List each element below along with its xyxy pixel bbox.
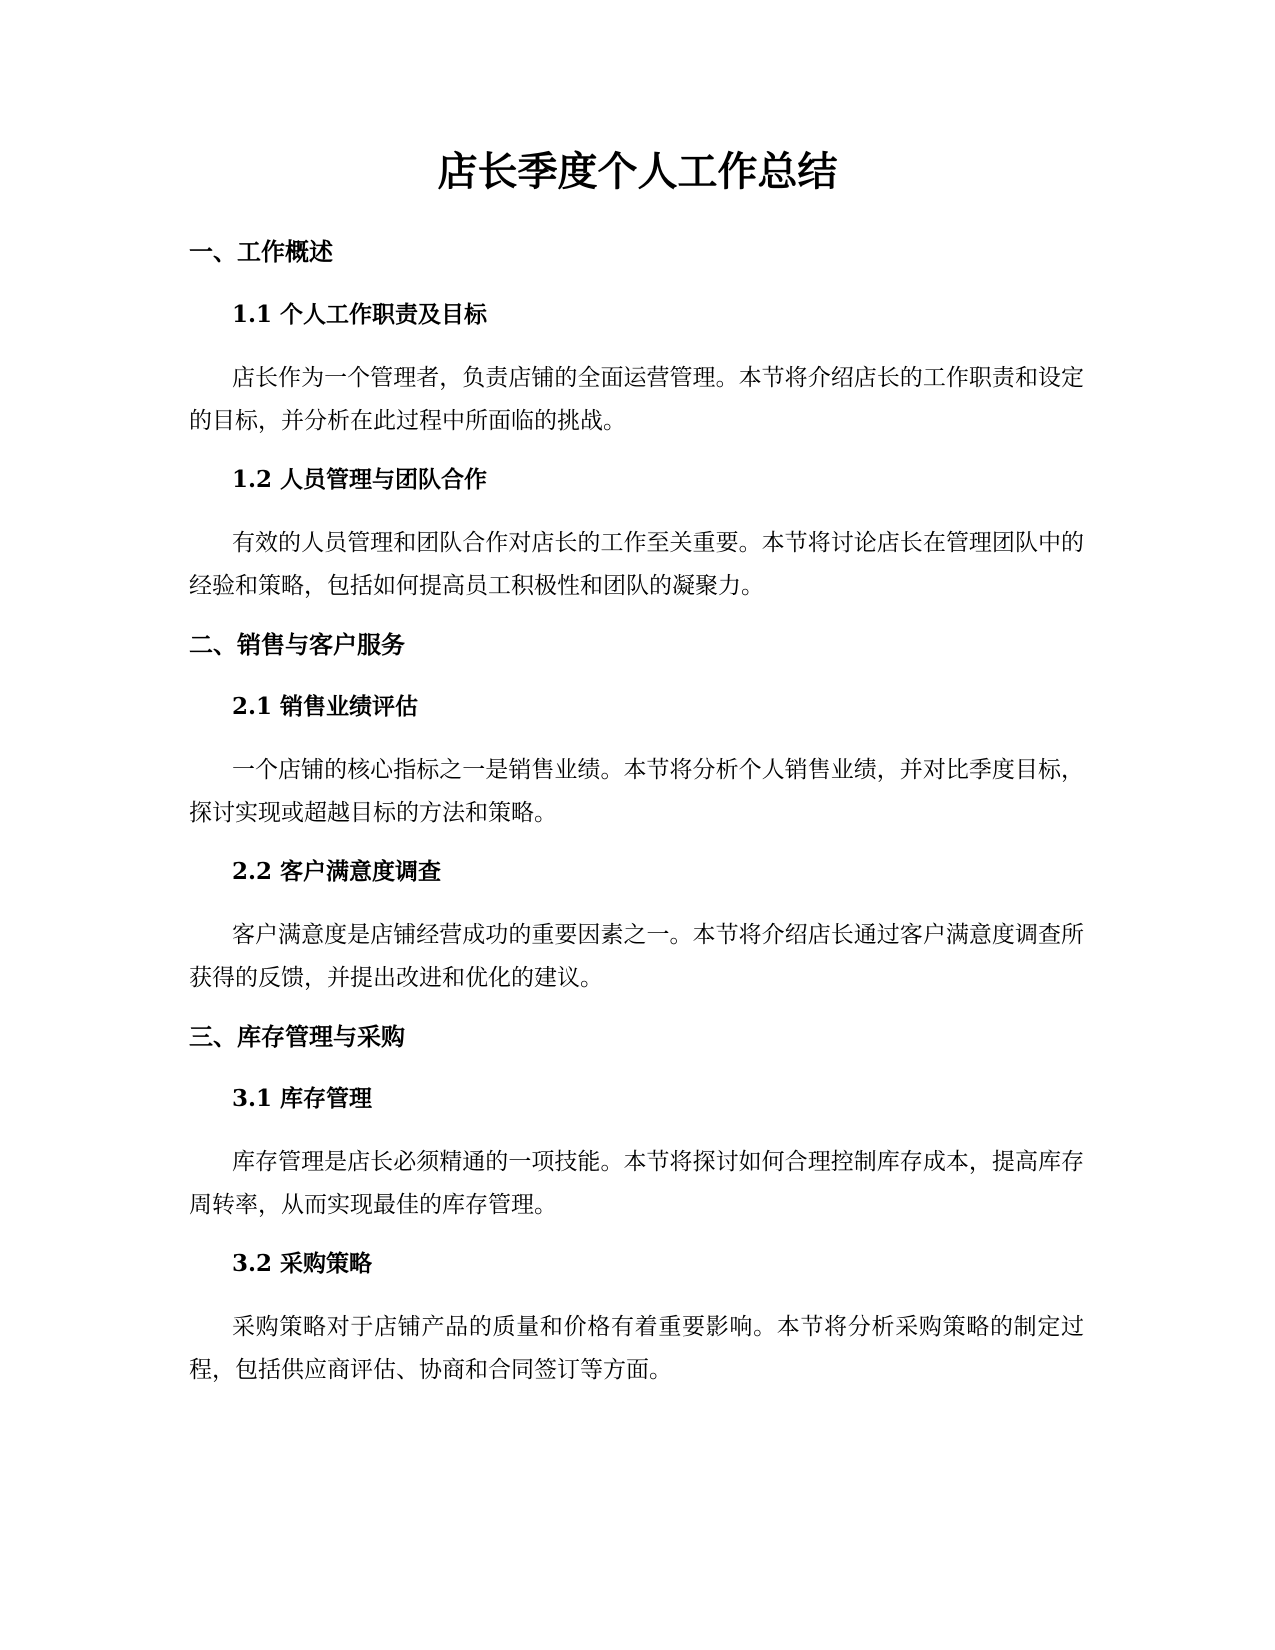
paragraph: 店长作为一个管理者，负责店铺的全面运营管理。本节将介绍店长的工作职责和设定的目标，并分析在此过程中所面临的挑战。 [189,365,1084,434]
document-title: 店长季度个人工作总结 [437,149,838,195]
subsection-heading: 1.2 人员管理与团队合作 [232,466,488,493]
paragraph: 库存管理是店长必须精通的一项技能。本节将探讨如何合理控制库存成本，提高库存周转率，从而实现最佳的库存管理。 [189,1149,1084,1218]
subsection-heading: 1.1 个人工作职责及目标 [232,301,488,328]
paragraph: 客户满意度是店铺经营成功的重要因素之一。本节将介绍店长通过客户满意度调查所获得的反馈，并提出改进和优化的建议。 [189,922,1084,991]
subsection-heading: 3.2 采购策略 [232,1250,373,1277]
subsection-heading: 3.1 库存管理 [232,1085,373,1112]
paragraph: 一个店铺的核心指标之一是销售业绩。本节将分析个人销售业绩，并对比季度目标，探讨实现或超越目标的方法和策略。 [189,757,1084,826]
paragraph: 有效的人员管理和团队合作对店长的工作至关重要。本节将讨论店长在管理团队中的经验和策略，包括如何提高员工积极性和团队的凝聚力。 [189,530,1084,599]
subsection-heading: 2.2 客户满意度调查 [232,858,442,885]
paragraph: 采购策略对于店铺产品的质量和价格有着重要影响。本节将分析采购策略的制定过程，包括供应商评估、协商和合同签订等方面。 [189,1314,1084,1383]
section-heading: 三、库存管理与采购 [189,1023,405,1051]
section-heading: 二、销售与客户服务 [189,631,405,659]
section-heading: 一、工作概述 [189,238,333,266]
subsection-heading: 2.1 销售业绩评估 [232,693,419,720]
